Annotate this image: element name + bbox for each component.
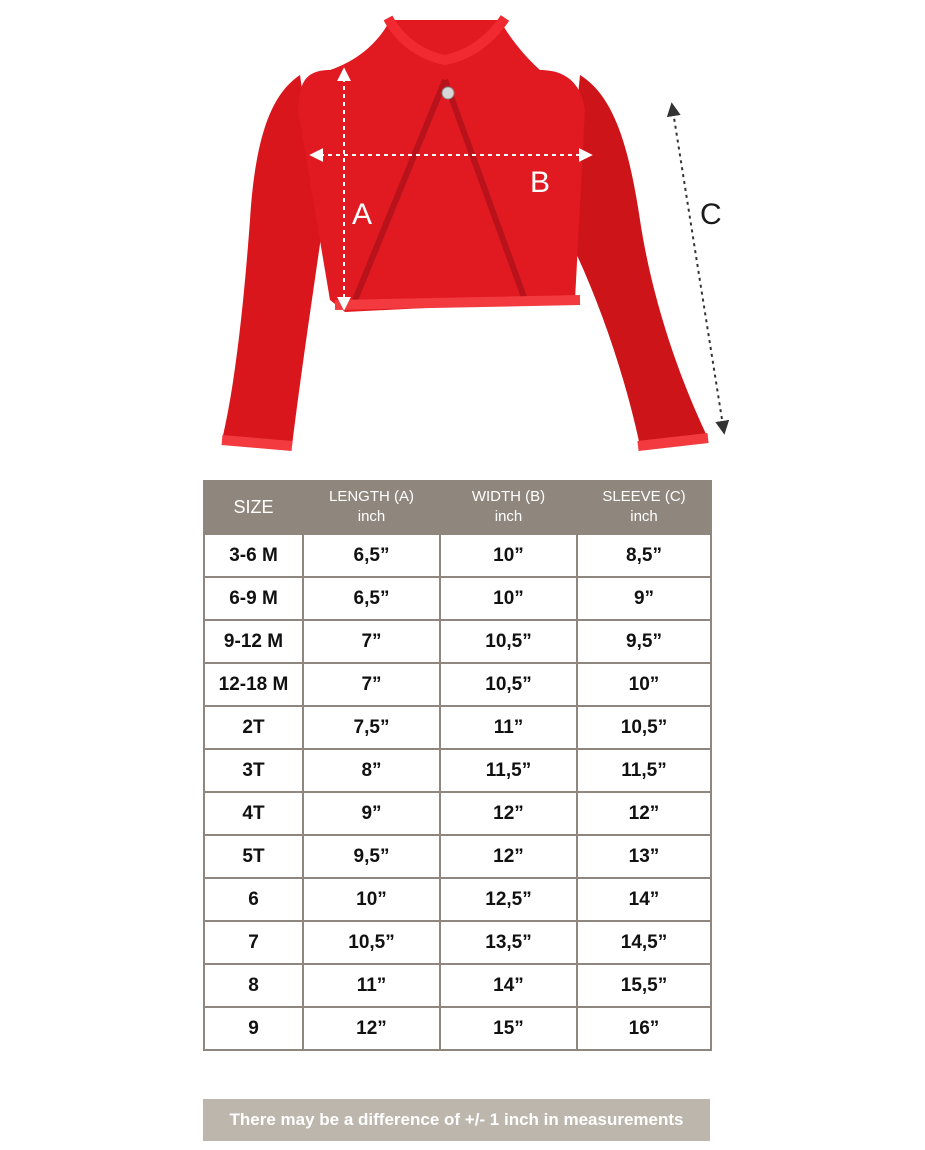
cell-sleeve: 10,5” xyxy=(577,706,711,749)
table-row xyxy=(204,663,711,706)
size-chart-table xyxy=(203,480,712,1051)
table-row xyxy=(204,749,711,792)
cell-size: 6 xyxy=(204,878,303,921)
cell-sleeve: 15,5” xyxy=(577,964,711,1007)
cell-size: 4T xyxy=(204,792,303,835)
cardigan-illustration xyxy=(0,0,925,470)
cell-sleeve: 14” xyxy=(577,878,711,921)
cell-sleeve: 14,5” xyxy=(577,921,711,964)
cell-length: 10,5” xyxy=(303,921,440,964)
cell-size: 3-6 M xyxy=(204,534,303,577)
measurement-disclaimer: There may be a difference of +/- 1 inch in measurements xyxy=(203,1099,710,1141)
label-sleeve-c: C xyxy=(700,198,722,231)
cell-sleeve: 16” xyxy=(577,1007,711,1050)
cell-sleeve: 13” xyxy=(577,835,711,878)
cell-length: 8” xyxy=(303,749,440,792)
cell-sleeve: 10” xyxy=(577,663,711,706)
cell-size: 12-18 M xyxy=(204,663,303,706)
cell-length: 7” xyxy=(303,663,440,706)
table-row xyxy=(204,835,711,878)
table-row xyxy=(204,921,711,964)
table-row xyxy=(204,964,711,1007)
header-sleeve: SLEEVE (C) inch xyxy=(577,480,711,534)
cell-size: 9-12 M xyxy=(204,620,303,663)
cell-sleeve: 9,5” xyxy=(577,620,711,663)
cell-length: 12” xyxy=(303,1007,440,1050)
cell-size: 9 xyxy=(204,1007,303,1050)
cell-sleeve: 8,5” xyxy=(577,534,711,577)
cell-width: 14” xyxy=(440,964,577,1007)
cell-width: 11,5” xyxy=(440,749,577,792)
cardigan-icon xyxy=(222,18,708,446)
cell-length: 11” xyxy=(303,964,440,1007)
table-header-row xyxy=(204,480,711,534)
table-row xyxy=(204,706,711,749)
cell-width: 10” xyxy=(440,534,577,577)
table-row xyxy=(204,534,711,577)
table-row xyxy=(204,620,711,663)
label-width-b: B xyxy=(530,166,551,199)
cell-width: 11” xyxy=(440,706,577,749)
cell-length: 10” xyxy=(303,878,440,921)
cell-size: 8 xyxy=(204,964,303,1007)
cell-width: 10” xyxy=(440,577,577,620)
cell-sleeve: 11,5” xyxy=(577,749,711,792)
table-row xyxy=(204,577,711,620)
cell-size: 3T xyxy=(204,749,303,792)
cell-width: 12,5” xyxy=(440,878,577,921)
cell-size: 7 xyxy=(204,921,303,964)
cell-length: 7,5” xyxy=(303,706,440,749)
cell-size: 5T xyxy=(204,835,303,878)
table-row xyxy=(204,878,711,921)
cell-size: 2T xyxy=(204,706,303,749)
cell-size: 6-9 M xyxy=(204,577,303,620)
cell-width: 13,5” xyxy=(440,921,577,964)
cell-width: 12” xyxy=(440,835,577,878)
cell-length: 6,5” xyxy=(303,534,440,577)
cell-length: 7” xyxy=(303,620,440,663)
cell-width: 10,5” xyxy=(440,663,577,706)
cell-width: 15” xyxy=(440,1007,577,1050)
cell-length: 9,5” xyxy=(303,835,440,878)
label-length-a: A xyxy=(352,198,373,231)
cell-sleeve: 12” xyxy=(577,792,711,835)
header-width: WIDTH (B) inch xyxy=(440,480,577,534)
cell-length: 6,5” xyxy=(303,577,440,620)
cell-width: 10,5” xyxy=(440,620,577,663)
header-length: LENGTH (A) inch xyxy=(303,480,440,534)
header-size: SIZE xyxy=(204,480,303,534)
cell-length: 9” xyxy=(303,792,440,835)
cell-sleeve: 9” xyxy=(577,577,711,620)
cell-width: 12” xyxy=(440,792,577,835)
table-row xyxy=(204,792,711,835)
table-row xyxy=(204,1007,711,1050)
